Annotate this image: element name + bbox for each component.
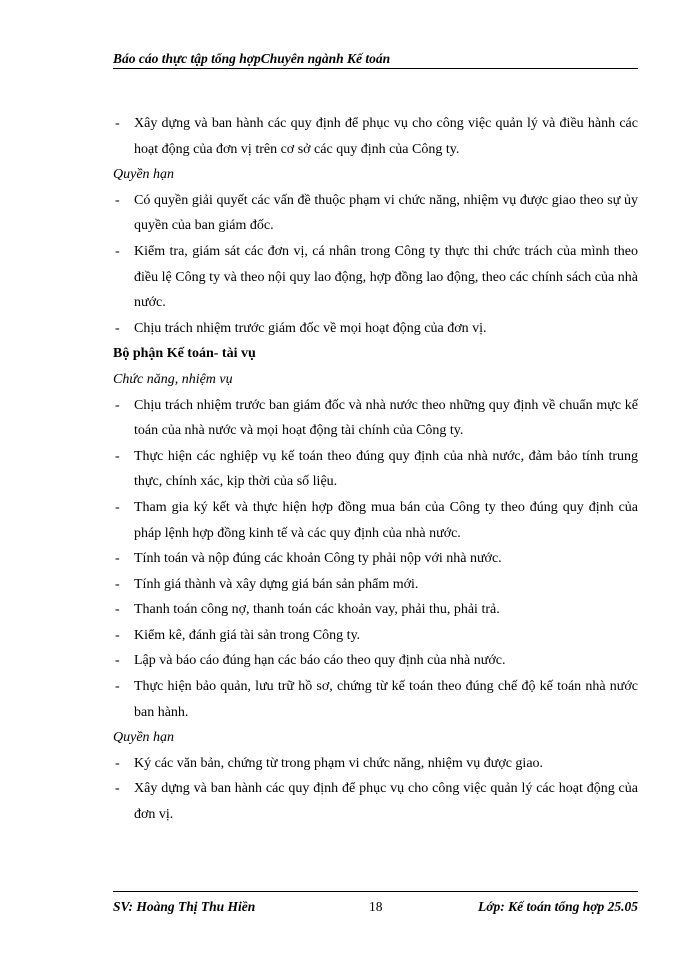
list-item-text: Ký các văn bản, chứng từ trong phạm vi chức năng, nhiệm vụ được giao. bbox=[134, 755, 544, 771]
list-item bbox=[113, 495, 638, 546]
bullet-dash: - bbox=[115, 551, 120, 567]
list-item bbox=[113, 444, 638, 495]
page-footer bbox=[113, 898, 638, 916]
list-item-text: Tính toán và nộp đúng các khoản Công ty phải nộp với nhà nước. bbox=[134, 551, 502, 567]
bullet-dash: - bbox=[115, 243, 120, 259]
list-item bbox=[113, 572, 638, 598]
list-item bbox=[113, 111, 638, 162]
bullet-dash: - bbox=[115, 116, 120, 131]
list-item-text: Kiểm kê, đánh giá tài sản trong Công ty. bbox=[134, 627, 361, 643]
document-body bbox=[113, 111, 638, 828]
functions-heading: Chức năng, nhiệm vụ bbox=[113, 371, 233, 387]
footer-divider bbox=[113, 891, 638, 892]
rights-heading-1: Quyền hạn bbox=[113, 167, 175, 183]
functions-list bbox=[113, 393, 638, 726]
list-item-text: Lập và báo cáo đúng hạn các báo cáo theo quy định của nhà nước. bbox=[134, 653, 506, 669]
list-item-text: Tham gia ký kết và thực hiện hợp đồng mua bán của Công ty theo đúng quy định của pháp lệnh hợp đồng kinh tế và các quy định của nhà nước. bbox=[134, 499, 638, 541]
bullet-dash: - bbox=[115, 755, 120, 771]
list-item-text: Xây dựng và ban hành các quy định để phục vụ cho công việc quản lý các hoạt động của đơn vị. bbox=[134, 781, 638, 823]
footer-student-name: SV: Hoàng Thị Thu Hiền bbox=[113, 899, 256, 914]
bullet-dash: - bbox=[115, 397, 120, 413]
list-item bbox=[113, 393, 638, 444]
bullet-dash: - bbox=[115, 679, 120, 695]
list-item bbox=[113, 188, 638, 239]
list-item-text: Có quyền giải quyết các vấn đề thuộc phạm vi chức năng, nhiệm vụ được giao theo sự ủy quyền của ban giám đốc. bbox=[134, 192, 638, 234]
bullet-dash: - bbox=[115, 627, 120, 643]
bullet-dash: - bbox=[115, 653, 120, 669]
list-item bbox=[113, 597, 638, 623]
list-item bbox=[113, 316, 638, 342]
intro-list bbox=[113, 111, 638, 162]
bullet-dash: - bbox=[115, 448, 120, 464]
page-number: 18 bbox=[369, 899, 383, 914]
page-header bbox=[113, 51, 637, 67]
bullet-dash: - bbox=[115, 192, 120, 208]
header-title: Báo cáo thực tập tổng hợpChuyên ngành Kế toán bbox=[113, 51, 391, 66]
bullet-dash: - bbox=[115, 576, 120, 592]
footer-class-name: Lớp: Kế toán tổng hợp 25.05 bbox=[477, 899, 638, 914]
list-item-text: Tính giá thành và xây dựng giá bán sản phẩm mới. bbox=[134, 576, 419, 592]
rights-list-2 bbox=[113, 751, 638, 828]
list-item bbox=[113, 751, 638, 777]
header-divider bbox=[113, 68, 638, 69]
list-item-text: Kiểm tra, giám sát các đơn vị, cá nhân trong Công ty thực thi chức trách của mình theo điều lệ Công ty và theo nội quy lao động, hợp đồng lao động, theo các chính sách của nhà nước. bbox=[134, 243, 638, 311]
list-item-text: Chịu trách nhiệm trước ban giám đốc và nhà nước theo những quy định về chuẩn mực kế toán của nhà nước và mọi hoạt động tài chính của Công ty. bbox=[134, 397, 638, 439]
rights-heading-2: Quyền hạn bbox=[113, 730, 175, 746]
list-item bbox=[113, 623, 638, 649]
list-item-text: Thực hiện bảo quản, lưu trữ hồ sơ, chứng từ kế toán theo đúng chế độ kế toán nhà nước ban hành. bbox=[134, 679, 638, 720]
bullet-dash: - bbox=[115, 499, 120, 515]
list-item bbox=[113, 776, 638, 827]
rights-list-1 bbox=[113, 188, 638, 342]
bullet-dash: - bbox=[115, 320, 120, 336]
list-item-text: Thanh toán công nợ, thanh toán các khoản vay, phải thu, phải trả. bbox=[134, 602, 500, 618]
list-item bbox=[113, 546, 638, 572]
list-item-text: Chịu trách nhiệm trước giám đốc về mọi hoạt động của đơn vị. bbox=[134, 320, 487, 336]
list-item bbox=[113, 674, 638, 725]
list-item bbox=[113, 648, 638, 674]
bullet-dash: - bbox=[115, 781, 120, 797]
list-item-text: Xây dựng và ban hành các quy định để phục vụ cho công việc quản lý và điều hành các hoạt động của đơn vị trên cơ sở các quy định của Công ty. bbox=[134, 116, 638, 157]
bullet-dash: - bbox=[115, 602, 120, 618]
list-item bbox=[113, 239, 638, 316]
section-heading: Bộ phận Kế toán- tài vụ bbox=[113, 346, 256, 362]
list-item-text: Thực hiện các nghiệp vụ kế toán theo đúng quy định của nhà nước, đảm bảo tính trung thực, chính xác, kịp thời của số liệu. bbox=[134, 448, 638, 490]
